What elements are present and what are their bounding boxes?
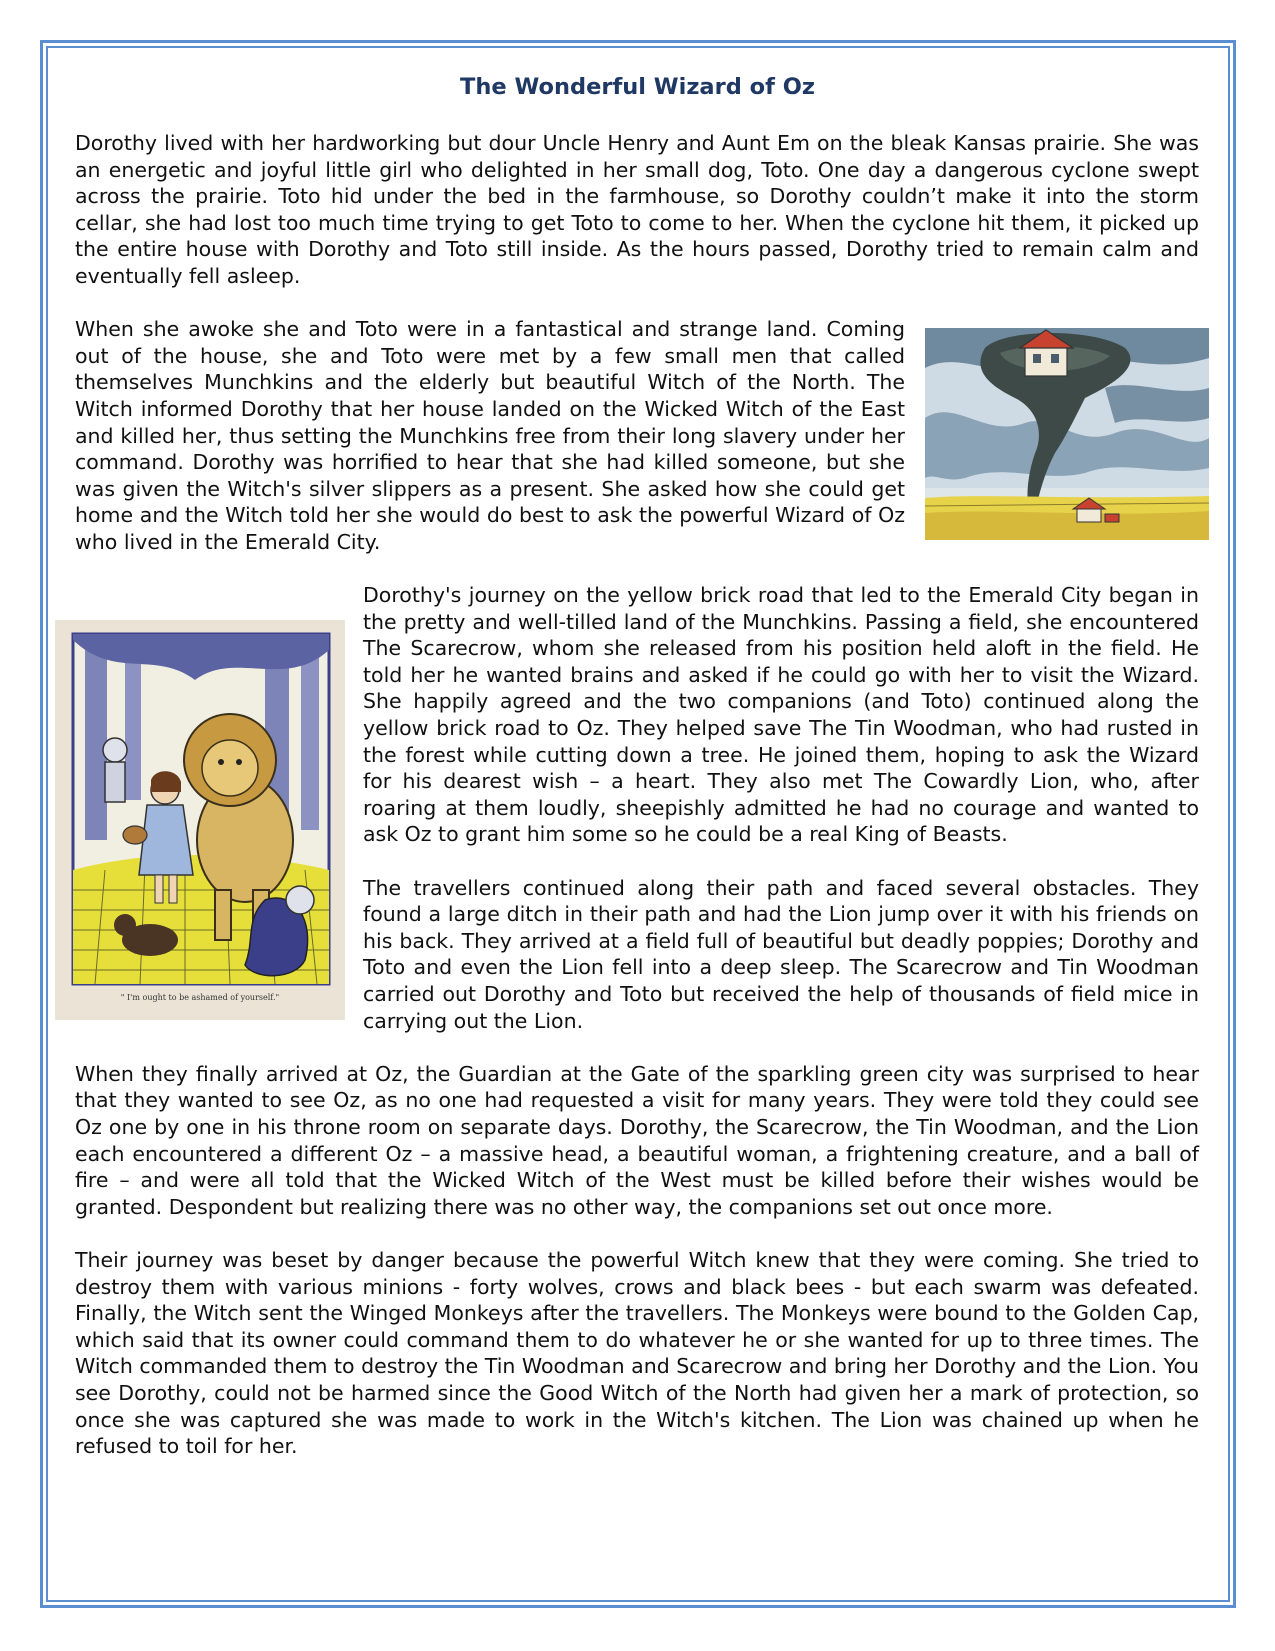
cyclone-illustration [925,328,1209,540]
lion-illustration [55,620,345,1020]
paragraph-3: Dorothy's journey on the yellow brick road that led to the Emerald City began in the pretty and well-tilled land of the Munchkins. Passing a field, she encountered The Scarecrow, whom she released from his position held aloft in the field. He told her he wanted brains and asked if he could go with her to visit the Wizard. She happily agreed and the two companions (and Toto) continued along the yellow brick road to Oz. They helped save The Tin Woodman, who had rusted in the forest while cutting down a tree. He joined them, hoping to ask the Wizard for his dearest wish – a heart. They also met The Cowardly Lion, who, after roaring at them loudly, sheepishly admitted he had no courage and wanted to ask Oz to grant him some so he could be a real King of Beasts. [363,583,1199,847]
document-title: The Wonderful Wizard of Oz [460,74,815,100]
paragraph-2: When she awoke she and Toto were in a fantastical and strange land. Coming out of the house, she and Toto were met by a few small men that called themselves Munchkins and the elderly but beautiful Witch of the North. The Witch informed Dorothy that her house landed on the Wicked Witch of the East and killed her, thus setting the Munchkins free from their long slavery under her command. Dorothy was horrified to hear that she had killed someone, but she was given the Witch's silver slippers as a present. She asked how she could get home and the Witch told her she would do best to ask the powerful Wizard of Oz who lived in the Emerald City. [75,317,905,554]
paragraph-6: Their journey was beset by danger because the powerful Witch knew that they were coming. She tried to destroy them with various minions - forty wolves, crows and black bees - but each swarm was defeated. Finally, the Witch sent the Winged Monkeys after the travellers. The Monkeys were bound to the Golden Cap, which said that its owner could command them to do whatever he or she wanted for up to three times. The Witch commanded them to destroy the Tin Woodman and Scarecrow and bring her Dorothy and the Lion. You see Dorothy, could not be harmed since the Good Witch of the North had given her a mark of protection, so once she was captured she was made to work in the Witch's kitchen. The Lion was chained up when he refused to toil for her. [75,1247,1199,1459]
paragraph-4: The travellers continued along their path and faced several obstacles. They found a large ditch in their path and had the Lion jump over it with his friends on his back. They arrived at a field full of beautiful but deadly poppies; Dorothy and Toto and even the Lion fell into a deep sleep. The Scarecrow and Tin Woodman carried out Dorothy and Toto but received the help of thousands of field mice in carrying out the Lion. [363,875,1199,1033]
paragraph-5: When they finally arrived at Oz, the Guardian at the Gate of the sparkling green city was surprised to hear that they wanted to see Oz, as no one had requested a visit for many years. They were told they could see Oz one by one in his throne room on separate days. Dorothy, the Scarecrow, the Tin Woodman, and the Lion each encountered a different Oz – a massive head, a beautiful woman, a frightening creature, and a ball of fire – and were all told that the Wicked Witch of the West must be killed before their wishes would be granted. Despondent but realizing there was no other way, the companions set out once more. [75,1061,1199,1219]
paragraph-1: Dorothy lived with her hardworking but dour Uncle Henry and Aunt Em on the bleak Kansas prairie. She was an energetic and joyful little girl who delighted in her small dog, Toto. One day a dangerous cyclone swept across the prairie. Toto hid under the bed in the farmhouse, so Dorothy couldn’t make it into the storm cellar, she had lost too much time trying to get Toto to come to her. When the cyclone hit them, it picked up the entire house with Dorothy and Toto still inside. As the hours passed, Dorothy tried to remain calm and eventually fell asleep. [75,131,1199,288]
illustration-caption: " I'm ought to be ashamed of yourself." [120,993,280,1003]
document-body [75,130,1199,1486]
